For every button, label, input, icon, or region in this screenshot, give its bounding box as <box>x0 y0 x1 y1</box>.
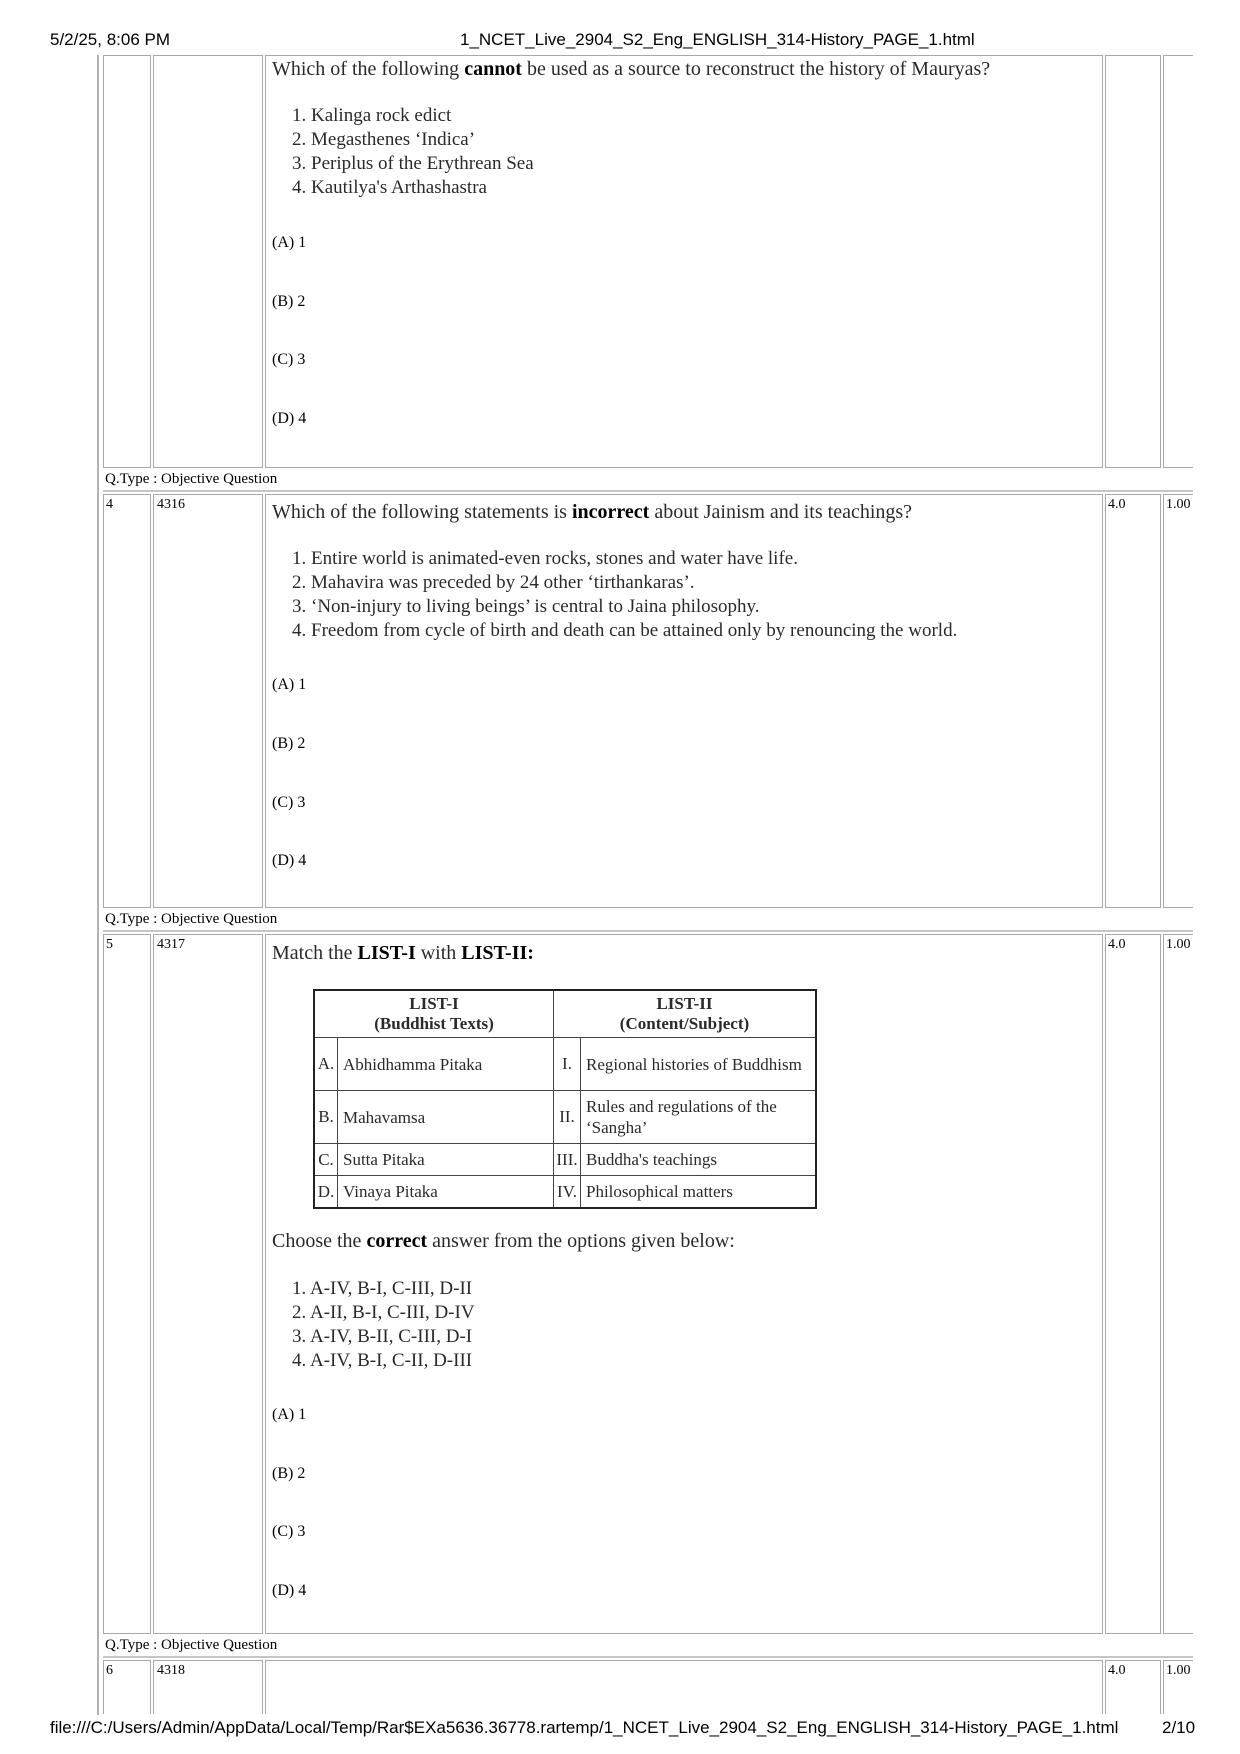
q4-qid-cell <box>153 494 263 908</box>
q6-marks: 4.0 <box>1108 1663 1126 1678</box>
q6-content-cell <box>265 1660 1103 1714</box>
q5-negative-marks: 1.00 <box>1166 937 1191 952</box>
footer-page-number: 2/10 <box>1162 1718 1196 1737</box>
q3-statement-list <box>292 104 534 200</box>
q4-question-text: Which of the following statements is incorrect about Jainism and its teachings? <box>272 501 913 523</box>
list-2-key: II. <box>554 1091 581 1144</box>
list-item: 1. A-IV, B-I, C-III, D-II <box>292 1278 473 1299</box>
header-datetime: 5/2/25, 8:06 PM <box>50 30 171 49</box>
list-item: 3. ‘Non-injury to living beings’ is central to Jaina philosophy. <box>292 596 760 617</box>
q4-question-id: 4316 <box>157 497 185 512</box>
list-1-key: A. <box>314 1038 338 1091</box>
q4-option-c: (C) 3 <box>272 794 306 811</box>
q5-option-a: (A) 1 <box>272 1406 307 1423</box>
q3-sno-cell <box>103 55 151 468</box>
table-row <box>314 1091 816 1144</box>
row-divider <box>103 1656 1193 1658</box>
header-title: 1_NCET_Live_2904_S2_Eng_ENGLISH_314-History_PAGE_1.html <box>460 30 975 49</box>
q5-serial-number: 5 <box>106 937 113 952</box>
q4-marks: 4.0 <box>1108 497 1126 512</box>
q4-option-d: (D) 4 <box>272 852 307 869</box>
list-item: 3. A-IV, B-II, C-III, D-I <box>292 1326 473 1347</box>
list-2-text: Philosophical matters <box>581 1176 817 1209</box>
q5-option-d: (D) 4 <box>272 1582 307 1599</box>
list-1-key: B. <box>314 1091 338 1144</box>
q4-negative-marks: 1.00 <box>1166 497 1191 512</box>
list-item: 2. Mahavira was preceded by 24 other ‘tirthankaras’. <box>292 572 695 593</box>
q5-marks-cell <box>1105 934 1161 1634</box>
list-2-key: III. <box>554 1144 581 1176</box>
q4-marks-cell <box>1105 494 1161 908</box>
list-2-key: IV. <box>554 1176 581 1209</box>
q5-option-b: (B) 2 <box>272 1465 306 1482</box>
q5-option-list <box>292 1277 475 1373</box>
list-1-text: Mahavamsa <box>338 1091 554 1144</box>
row-divider <box>103 490 1193 492</box>
q5-neg-cell <box>1163 934 1193 1634</box>
q6-question-id: 4318 <box>157 1663 185 1678</box>
q5-instruction-text: Choose the correct answer from the options given below: <box>272 1230 735 1252</box>
q4-statement-list <box>292 547 957 643</box>
q5-question-id: 4317 <box>157 937 185 952</box>
list-item: 3. Periplus of the Erythrean Sea <box>292 153 534 174</box>
list-item: 1. Entire world is animated-even rocks, stones and water have life. <box>292 548 798 569</box>
list-1-header: LIST-I (Buddhist Texts) <box>314 990 554 1038</box>
q4-neg-cell <box>1163 494 1193 908</box>
table-row <box>314 1038 816 1091</box>
table-row <box>314 1144 816 1176</box>
list-1-text: Vinaya Pitaka <box>338 1176 554 1209</box>
q5-qid-cell <box>153 934 263 1634</box>
q4-option-a: (A) 1 <box>272 676 307 693</box>
q4-sno-cell <box>103 494 151 908</box>
list-item: 2. A-II, B-I, C-III, D-IV <box>292 1302 475 1323</box>
list-2-text: Buddha's teachings <box>581 1144 817 1176</box>
q4-type-label: Q.Type : Objective Question <box>105 471 278 487</box>
print-footer <box>0 1718 1240 1742</box>
q5-question-text: Match the LIST-I with LIST-II: <box>272 942 534 964</box>
q5-marks: 4.0 <box>1108 937 1126 952</box>
footer-url: file:///C:/Users/Admin/AppData/Local/Temp/Rar$EXa5636.36778.rartemp/1_NCET_Live_2904_S2_Eng_ENGLISH_314-History_PAGE_1.html <box>50 1718 1119 1737</box>
q6-serial-number: 6 <box>106 1663 113 1678</box>
q3-marks-cell <box>1105 55 1161 468</box>
q3-neg-cell <box>1163 55 1193 468</box>
list-1-key: D. <box>314 1176 338 1209</box>
table-row <box>314 1176 816 1209</box>
q3-qid-cell <box>153 55 263 468</box>
list-1-text: Sutta Pitaka <box>338 1144 554 1176</box>
list-2-text: Regional histories of Buddhism <box>581 1038 817 1091</box>
sheet-left-border <box>97 55 99 1715</box>
list-item: 4. Freedom from cycle of birth and death can be attained only by renouncing the world. <box>292 620 958 641</box>
q3-option-a: (A) 1 <box>272 234 307 251</box>
row-divider <box>103 930 1193 932</box>
list-1-key: C. <box>314 1144 338 1176</box>
q5-sno-cell <box>103 934 151 1634</box>
q4-serial-number: 4 <box>106 497 113 512</box>
q6-type-label: Q.Type : Objective Question <box>105 1637 278 1653</box>
q5-option-c: (C) 3 <box>272 1523 306 1540</box>
q4-option-b: (B) 2 <box>272 735 306 752</box>
q5-type-label: Q.Type : Objective Question <box>105 911 278 927</box>
q3-option-c: (C) 3 <box>272 351 306 368</box>
q3-option-b: (B) 2 <box>272 293 306 310</box>
list-item: 4. A-IV, B-I, C-II, D-III <box>292 1350 473 1371</box>
list-item: 1. Kalinga rock edict <box>292 105 452 126</box>
list-2-text: Rules and regulations of the ‘Sangha’ <box>581 1091 817 1144</box>
q3-option-d: (D) 4 <box>272 410 307 427</box>
list-2-key: I. <box>554 1038 581 1091</box>
q3-question-text: Which of the following cannot be used as a source to reconstruct the history of Mauryas? <box>272 58 991 80</box>
list-1-text: Abhidhamma Pitaka <box>338 1038 554 1091</box>
list-item: 4. Kautilya's Arthashastra <box>292 177 487 198</box>
list-item: 2. Megasthenes ‘Indica’ <box>292 129 476 150</box>
match-table <box>313 989 817 1209</box>
q6-negative-marks: 1.00 <box>1166 1663 1191 1678</box>
list-2-header: LIST-II (Content/Subject) <box>554 990 817 1038</box>
